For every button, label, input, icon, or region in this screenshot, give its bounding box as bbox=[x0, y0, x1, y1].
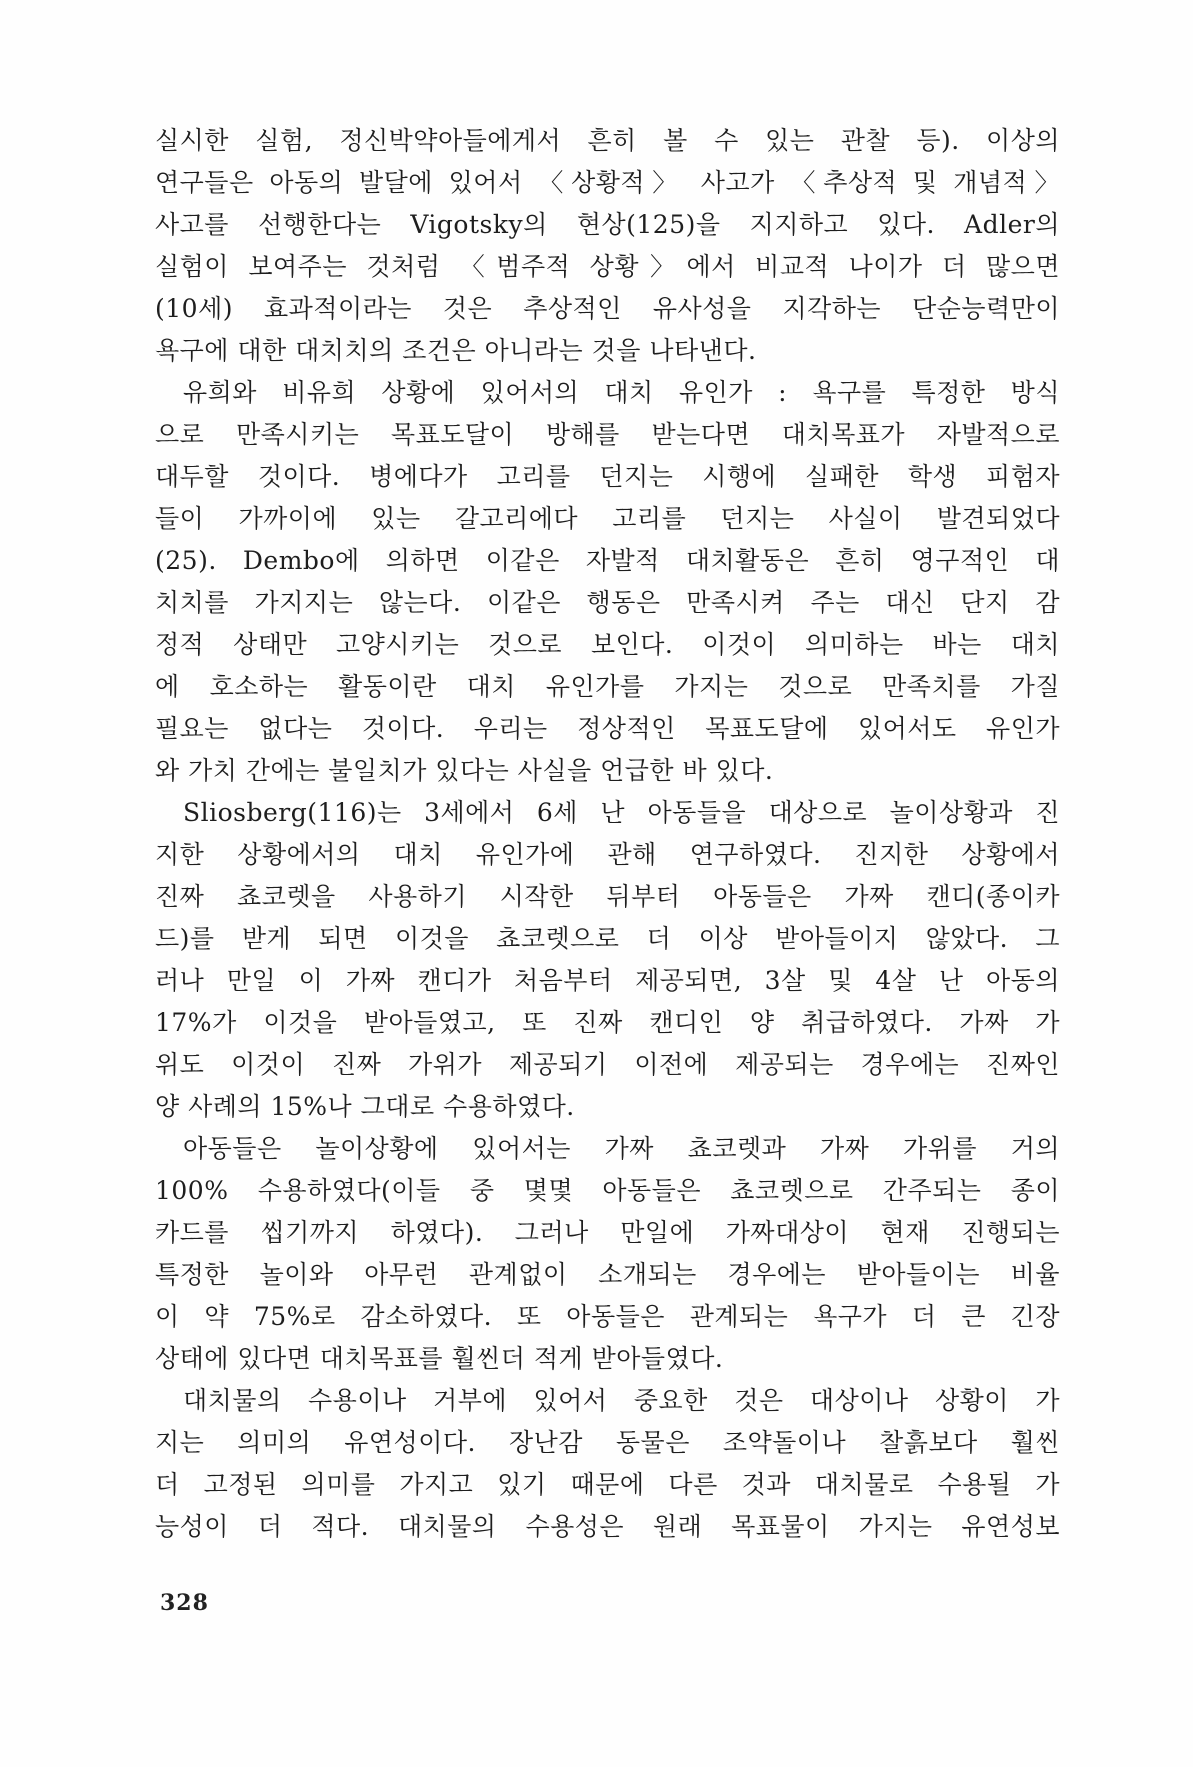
text-line: 와 가치 간에는 불일치가 있다는 사실을 언급한 바 있다. bbox=[155, 756, 774, 785]
text-line: (10세) 효과적이라는 것은 추상적인 유사성을 지각하는 단순능력만이 bbox=[155, 294, 1060, 323]
body-text bbox=[155, 120, 1060, 1548]
text-line: 연구들은 아동의 발달에 있어서 〈상황적〉 사고가 〈추상적 및 개념적〉 bbox=[155, 168, 1060, 197]
text-line: 유희와 비유희 상황에 있어서의 대치 유인가 : 욕구를 특정한 방식 bbox=[183, 378, 1060, 407]
text-line: 욕구에 대한 대치치의 조건은 아니라는 것을 나타낸다. bbox=[155, 336, 757, 365]
text-line: 대두할 것이다. 병에다가 고리를 던지는 시행에 실패한 학생 피험자 bbox=[155, 462, 1060, 491]
text-line: (25). Dembo에 의하면 이같은 자발적 대치활동은 흔히 영구적인 대 bbox=[155, 546, 1060, 575]
text-line: 대치물의 수용이나 거부에 있어서 중요한 것은 대상이나 상황이 가 bbox=[183, 1386, 1060, 1415]
text-line: 치치를 가지지는 않는다. 이같은 행동은 만족시켜 주는 대신 단지 감 bbox=[155, 588, 1060, 617]
text-line: 능성이 더 적다. 대치물의 수용성은 원래 목표물이 가지는 유연성보 bbox=[155, 1512, 1060, 1541]
text-line: 이 약 75%로 감소하였다. 또 아동들은 관계되는 욕구가 더 큰 긴장 bbox=[155, 1302, 1060, 1331]
paragraph-2 bbox=[155, 372, 1060, 792]
text-line: 정적 상태만 고양시키는 것으로 보인다. 이것이 의미하는 바는 대치 bbox=[155, 630, 1060, 659]
text-line: 지는 의미의 유연성이다. 장난감 동물은 조약돌이나 찰흙보다 훨씬 bbox=[155, 1428, 1060, 1457]
text-line: 상태에 있다면 대치목표를 훨씬더 적게 받아들였다. bbox=[155, 1344, 724, 1373]
text-line: 러나 만일 이 가짜 캔디가 처음부터 제공되면, 3살 및 4살 난 아동의 bbox=[155, 966, 1060, 995]
text-line: 지한 상황에서의 대치 유인가에 관해 연구하였다. 진지한 상황에서 bbox=[155, 840, 1060, 869]
text-line: 진짜 쵸코렛을 사용하기 시작한 뒤부터 아동들은 가짜 캔디(종이카 bbox=[155, 882, 1060, 911]
text-line: 더 고정된 의미를 가지고 있기 때문에 다른 것과 대치물로 수용될 가 bbox=[155, 1470, 1060, 1499]
text-line: 17%가 이것을 받아들였고, 또 진짜 캔디인 양 취급하였다. 가짜 가 bbox=[155, 1008, 1060, 1037]
text-line: 양 사례의 15%나 그대로 수용하였다. bbox=[155, 1092, 575, 1121]
text-line: 100% 수용하였다(이들 중 몇몇 아동들은 쵸코렛으로 간주되는 종이 bbox=[155, 1176, 1060, 1205]
paragraph-3 bbox=[155, 792, 1060, 1128]
text-line: 위도 이것이 진짜 가위가 제공되기 이전에 제공되는 경우에는 진짜인 bbox=[155, 1050, 1060, 1079]
text-line: Sliosberg(116)는 3세에서 6세 난 아동들을 대상으로 놀이상황과 진 bbox=[183, 798, 1060, 827]
paragraph-1 bbox=[155, 120, 1060, 372]
text-line: 필요는 없다는 것이다. 우리는 정상적인 목표도달에 있어서도 유인가 bbox=[155, 714, 1060, 743]
text-line: 실시한 실험, 정신박약아들에게서 흔히 볼 수 있는 관찰 등). 이상의 bbox=[155, 126, 1060, 155]
text-line: 특정한 놀이와 아무런 관계없이 소개되는 경우에는 받아들이는 비율 bbox=[155, 1260, 1060, 1289]
text-line: 드)를 받게 되면 이것을 쵸코렛으로 더 이상 받아들이지 않았다. 그 bbox=[155, 924, 1060, 953]
text-line: 들이 가까이에 있는 갈고리에다 고리를 던지는 사실이 발견되었다 bbox=[155, 504, 1060, 533]
text-line: 으로 만족시키는 목표도달이 방해를 받는다면 대치목표가 자발적으로 bbox=[155, 420, 1060, 449]
text-line: 실험이 보여주는 것처럼 〈범주적 상황〉에서 비교적 나이가 더 많으면 bbox=[155, 252, 1060, 281]
text-line: 에 호소하는 활동이란 대치 유인가를 가지는 것으로 만족치를 가질 bbox=[155, 672, 1060, 701]
text-line: 아동들은 놀이상황에 있어서는 가짜 쵸코렛과 가짜 가위를 거의 bbox=[183, 1134, 1060, 1163]
text-line: 사고를 선행한다는 Vigotsky의 현상(125)을 지지하고 있다. Adler의 bbox=[155, 210, 1060, 239]
paragraph-4 bbox=[155, 1128, 1060, 1380]
page-number: 328 bbox=[160, 1590, 209, 1616]
text-line: 카드를 씹기까지 하였다). 그러나 만일에 가짜대상이 현재 진행되는 bbox=[155, 1218, 1060, 1247]
paragraph-5 bbox=[155, 1380, 1060, 1548]
